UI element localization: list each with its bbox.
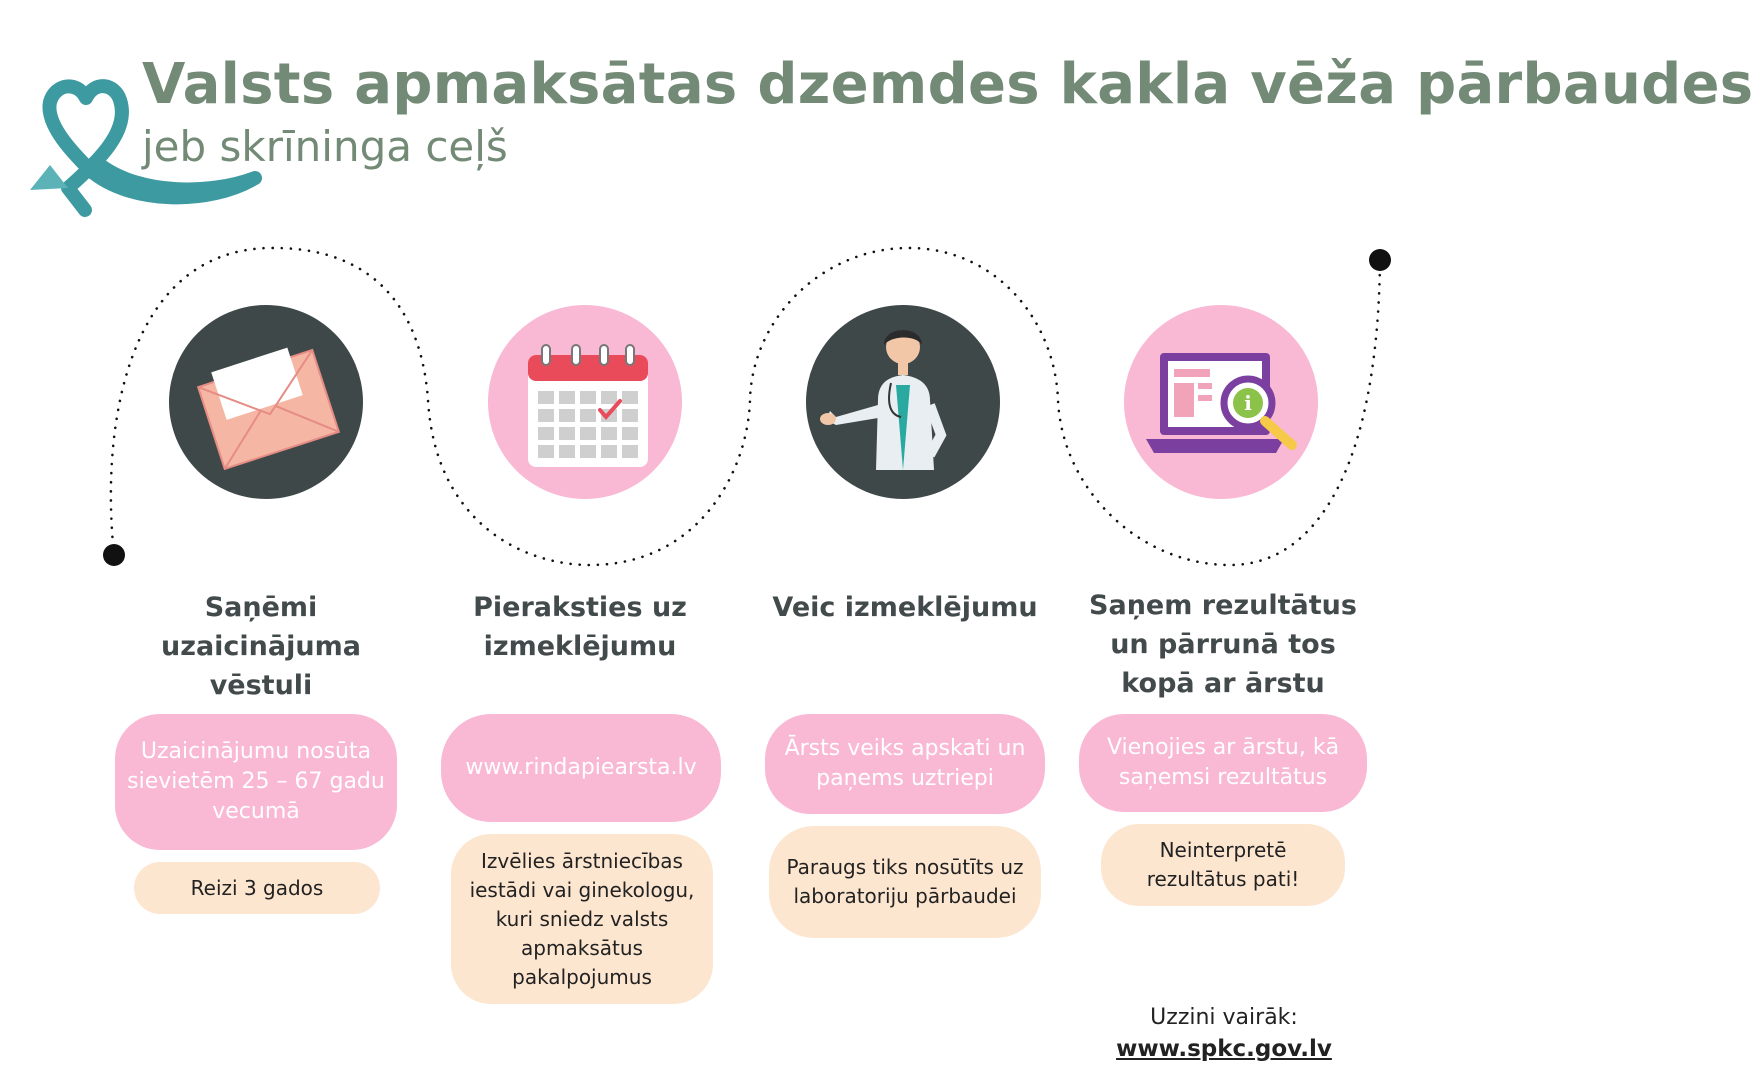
step-4-note: Neinterpretē rezultātus pati!: [1101, 824, 1345, 906]
step-2-heading: Pieraksties uz izmeklējumu: [473, 592, 687, 662]
svg-text:i: i: [1244, 391, 1252, 415]
step-1-heading: Saņēmi uzaicinājuma vēstuli: [161, 592, 361, 701]
step-3-note: Paraugs tiks nosūtīts uz laboratoriju pārbaudei: [769, 826, 1041, 938]
envelope-icon: [169, 305, 363, 499]
calendar-icon: [488, 305, 682, 499]
step-3-heading: Veic izmeklējumu: [772, 592, 1038, 623]
path-start-dot: [103, 544, 125, 566]
step-2-note: Izvēlies ārstniecības iestādi vai ginekologu, kuri sniedz valsts apmaksātus pakalpojumus: [451, 834, 713, 1004]
step-1-info-pill: Uzaicinājumu nosūta sievietēm 25 – 67 gadu vecumā: [115, 714, 397, 850]
laptop-magnifier-icon: [1124, 305, 1318, 499]
step-4-heading: Saņem rezultātus un pārrunā tos kopā ar ārstu: [1089, 590, 1357, 699]
step-1-icon-circle: [169, 305, 363, 499]
step-4-info-pill: Vienojies ar ārstu, kā saņemsi rezultātus: [1079, 714, 1367, 812]
learn-more-label: Uzzini vairāk:: [1150, 1005, 1298, 1030]
step-1-note: Reizi 3 gados: [134, 862, 380, 914]
step-3-icon-circle: [806, 305, 1000, 499]
step-4-icon-circle: [1124, 305, 1318, 499]
path-end-dot: [1369, 249, 1391, 271]
step-3-info-pill: Ārsts veiks apskati un paņems uztriepi: [765, 714, 1045, 814]
spkc-website-link[interactable]: www.spkc.gov.lv: [1116, 1036, 1332, 1062]
step-2-info-pill: www.rindapiearsta.lv: [441, 714, 721, 822]
doctor-icon: [806, 305, 1000, 499]
page-title: Valsts apmaksātas dzemdes kakla vēža pārbaudes: [142, 52, 1753, 117]
page-subtitle: jeb skrīninga ceļš: [142, 122, 508, 171]
step-2-icon-circle: [488, 305, 682, 499]
